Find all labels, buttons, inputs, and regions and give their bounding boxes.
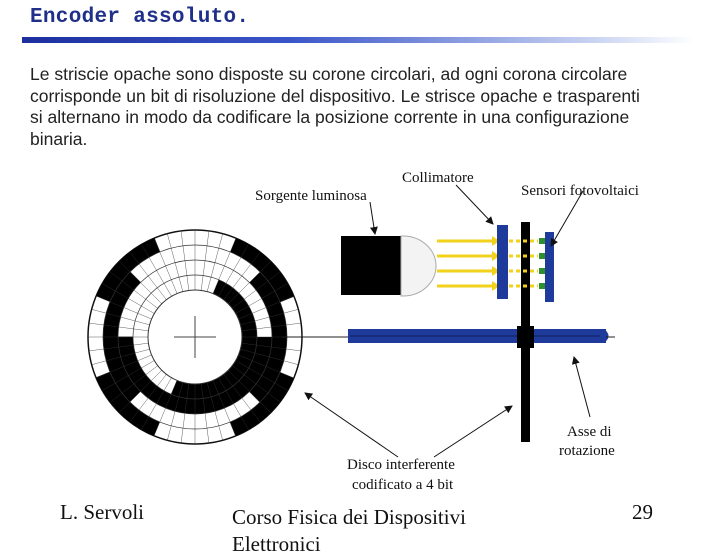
title-divider: [22, 37, 694, 43]
disc-label-line2: codificato a 4 bit: [352, 477, 454, 493]
light-source-label: Sorgente luminosa: [255, 188, 367, 204]
encoder-disc: [88, 230, 302, 444]
axis-label-line1: Asse di: [567, 424, 612, 440]
photovoltaic-sensors: [539, 232, 554, 302]
page-number: 29: [632, 500, 653, 524]
encoder-diagram: [0, 160, 720, 500]
body-line: Le striscie opache sono disposte su corone circolari, ad ogni corona circolare: [30, 64, 628, 84]
body-paragraph: [30, 64, 694, 150]
sensors-label: Sensori fotovoltaici: [521, 183, 639, 199]
axis-label-line2: rotazione: [559, 443, 615, 459]
disc-label-line1: Disco interferente: [347, 457, 455, 473]
body-line: corrisponde un bit di risoluzione del dispositivo. Le strisce opache e trasparenti: [30, 85, 640, 106]
rotation-axis-shaft: [282, 329, 615, 343]
footer-course: Corso Fisica dei Dispositivi Elettronici: [232, 505, 466, 556]
leader-arrows: [305, 185, 590, 457]
collimator: [497, 225, 508, 299]
slide-title: Encoder assoluto.: [30, 6, 250, 29]
light-source: [341, 236, 436, 296]
collimator-label: Collimatore: [402, 170, 474, 186]
footer-author: L. Servoli: [60, 500, 144, 524]
body-line: binaria.: [30, 128, 88, 149]
body-line: si alternano in modo da codificare la posizione corrente in una configurazione: [30, 107, 630, 127]
